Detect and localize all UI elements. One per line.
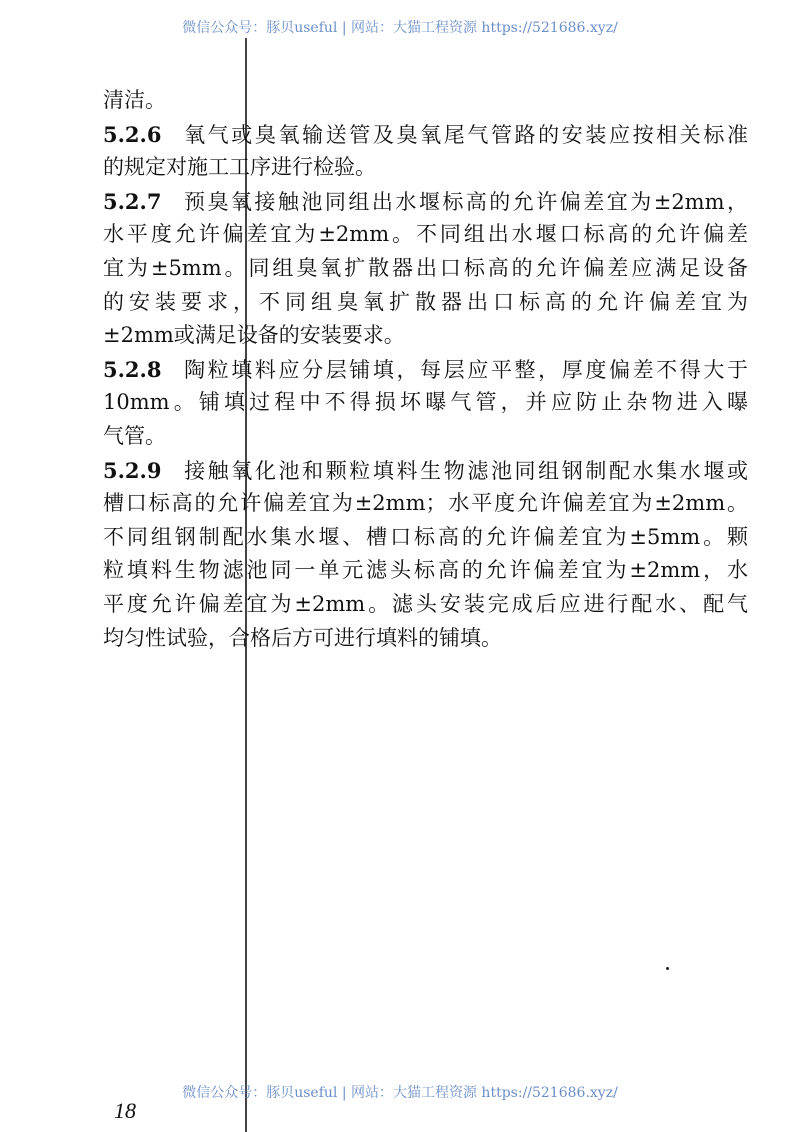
body-text xyxy=(103,84,748,655)
text-line xyxy=(103,622,748,656)
line-text: 清洁。 xyxy=(103,88,166,112)
text-line xyxy=(103,84,748,118)
watermark-footer: 微信公众号：豚贝useful | 网站：大猫工程资源 https://521686.xyz/ xyxy=(182,1085,618,1101)
line-text: 粒填料生物滤池同一单元滤头标高的允许偏差宜为±2mm，水 xyxy=(103,558,748,583)
clause-number: 5.2.6 xyxy=(103,121,162,147)
line-text: 氧气或臭氧输送管及臭氧尾气管路的安装应按相关标准 xyxy=(181,122,748,147)
text-line xyxy=(103,487,748,521)
text-line xyxy=(103,420,748,454)
line-text: 宜为±5mm。同组臭氧扩散器出口标高的允许偏差应满足设备 xyxy=(103,255,748,280)
line-text: 水平度允许偏差宜为±2mm。不同组出水堰口标高的允许偏差 xyxy=(103,222,748,247)
line-text: 的安装要求，不同组臭氧扩散器出口标高的允许偏差宜为 xyxy=(103,289,748,314)
line-text: 的规定对施工工序进行检验。 xyxy=(103,155,376,180)
line-text: 预臭氧接触池同组出水堰标高的允许偏差宜为±2mm， xyxy=(181,189,748,214)
line-text: 陶粒填料应分层铺填，每层应平整，厚度偏差不得大于 xyxy=(181,357,748,382)
line-text: 槽口标高的允许偏差宜为±2mm；水平度允许偏差宜为±2mm。 xyxy=(103,491,748,516)
watermark-header: 微信公众号：豚贝useful | 网站：大猫工程资源 https://521686.xyz/ xyxy=(182,20,618,36)
text-line xyxy=(103,588,748,622)
clause-heading-line xyxy=(103,353,748,387)
text-line xyxy=(103,286,748,320)
text-line xyxy=(103,554,748,588)
clause-number: 5.2.8 xyxy=(103,356,162,382)
clause-heading-line xyxy=(103,118,748,152)
line-text: 气管。 xyxy=(103,423,166,448)
clause-heading-line xyxy=(103,454,748,488)
line-text: ±2mm或满足设备的安装要求。 xyxy=(103,323,405,348)
clause-heading-line xyxy=(103,185,748,219)
text-line xyxy=(103,521,748,555)
clause-number: 5.2.9 xyxy=(103,457,162,483)
clause-number: 5.2.7 xyxy=(103,188,162,214)
page-number: 18 xyxy=(114,1098,136,1123)
line-text: 均匀性试验，合格后方可进行填料的铺填。 xyxy=(103,625,502,650)
text-line xyxy=(103,252,748,286)
text-line xyxy=(103,319,748,353)
line-text: 10mm。铺填过程中不得损坏曝气管，并应防止杂物进入曝 xyxy=(103,390,748,415)
scan-speck xyxy=(666,967,669,970)
text-line xyxy=(103,151,748,185)
line-text: 接触氧化池和颗粒填料生物滤池同组钢制配水集水堰或 xyxy=(181,458,748,483)
text-line xyxy=(103,386,748,420)
line-text: 不同组钢制配水集水堰、槽口标高的允许偏差宜为±5mm。颗 xyxy=(103,524,748,549)
line-text: 平度允许偏差宜为±2mm。滤头安装完成后应进行配水、配气 xyxy=(103,591,748,616)
text-line xyxy=(103,218,748,252)
